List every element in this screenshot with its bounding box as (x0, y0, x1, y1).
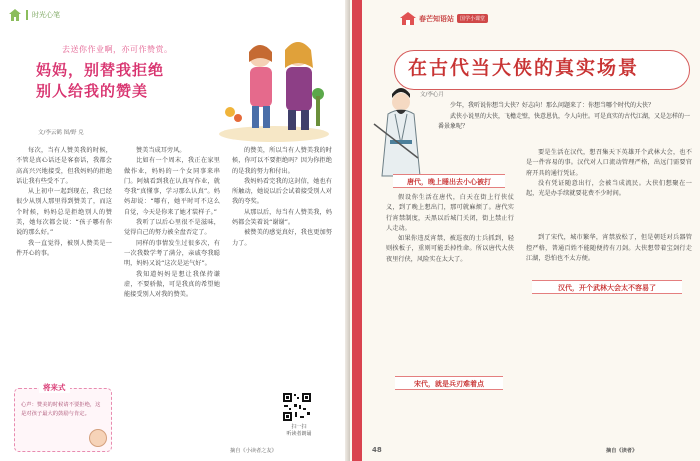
paragraph: 到了宋代，城市繁华，宵禁放松了，但是朝廷对兵器管控严格，普通百姓不能随便持有刀剑。大侠想带着宝剑行走江湖，恐怕也不太方便。 (526, 234, 692, 263)
section-label: 时光心笔 (26, 10, 60, 20)
qr-caption-line: 扫一扫 (291, 424, 307, 430)
house-icon (8, 8, 22, 22)
paragraph: 要是生活在汉代，想召集天下英雄开个武林大会，也不是一件容易的事。汉代对人口流动管理严格，出远门需要官府开具的通行凭证。 (526, 149, 692, 177)
right-column-1 (386, 167, 514, 457)
article-subtitle: 去送你作业啊，亦可作赞赏。 (62, 45, 173, 54)
paragraph: 我听了以后心里很不是滋味，觉得自己的努力被全盘否定了。 (124, 219, 220, 237)
paragraph: 赞美当成耳旁风。 (136, 147, 186, 154)
subheading: 宋代，就是兵刃难着点 (395, 376, 503, 390)
paragraph: 武侠小说里的大侠，飞檐走壁，快意恩仇，令人向往。可是真实的古代江湖，又是怎样的一番景象呢？ (438, 112, 691, 130)
left-column-3 (232, 146, 332, 384)
title-line-2: 别人给我的赞美 (36, 82, 149, 100)
byline: 文/李心月 (420, 92, 444, 98)
subheading: 唐代，晚上睡出去小心被打 (393, 174, 505, 188)
right-header (400, 12, 488, 25)
paragraph: 假设你生活在唐代，白天在街上行侠仗义，到了晚上想出门，那可就麻烦了。唐代实行宵禁制度，天黑以后城门关闭，街上禁止行人走动。 (386, 194, 514, 232)
article-title: 在古代当大侠的真实场景 (408, 57, 640, 79)
paragraph: 从上初中一起到现在，我已经很少从别人那里得到赞美了，而这个时候，妈妈总是拒绝别人的赞美，她每次都会说：“孩子哪有你说的那么好。” (16, 188, 112, 237)
source-note: 摘自《小读者之友》 (230, 448, 277, 454)
paragraph: 我知道妈妈是想让我保持谦虚，不要骄傲，可是我真的希望她能接受别人对我的赞美。 (124, 270, 220, 299)
left-header (8, 8, 60, 22)
article-title (36, 60, 211, 102)
byline: 文/李云鹤 图/野 兑 (38, 130, 84, 136)
red-edge-strip (352, 0, 362, 461)
left-column-2 (124, 146, 220, 456)
paragraph: 我一直觉得，被别人赞美是一件开心的事。 (16, 239, 112, 257)
qr-caption-line: 听读者朗诵 (286, 431, 312, 437)
note-box (14, 383, 112, 452)
column-tag: 国学小课堂 (457, 14, 488, 23)
paragraph: 如果你违反宵禁，被巡夜的士兵抓到，轻则挨板子，重则可能丢掉性命。所以唐代大侠夜里行侠，风险实在太大了。 (386, 235, 514, 263)
article-intro (438, 101, 694, 133)
paragraph: 被赞美的感觉真好，我也更加努力了。 (232, 229, 332, 247)
title-line-1: 妈妈，别替我拒绝 (36, 61, 165, 79)
mother-child-illustration (212, 34, 337, 144)
left-column-1 (16, 146, 112, 386)
paragraph: 少年，我听说你想当大侠？好志向！那么问题来了：你想当哪个时代的大侠？ (450, 102, 655, 109)
page-number: 48 (372, 446, 382, 454)
source-note: 摘自《读者》 (606, 448, 638, 454)
qr-code-icon[interactable] (282, 392, 312, 422)
note-body: 心声：赞美的时候请不要拒绝，这是对孩子最大的鼓励与肯定。 (21, 402, 101, 417)
subheading: 汉代，开个武林大会太不容易了 (532, 280, 682, 294)
qr-caption (272, 424, 326, 438)
paragraph: 每次，当有人赞美我的时候，不管是真心话还是客套话，我都会高高兴兴地接受，但我妈妈的拒绝话让我有些受不了。 (16, 147, 112, 185)
house-icon (400, 12, 416, 25)
avatar (89, 429, 107, 447)
paragraph: 比如有一个周末，我正在家里做作业，妈妈的一个女同事来串门。阿姨看到我在认真写作业，就夸我“真懂事，学习那么认真”。妈妈却说：“哪有，她平时可不这么自觉，今天是你来了她才装样子。” (124, 157, 220, 216)
paragraph: 从那以后，每当有人赞美我，妈妈都会笑着说“谢谢”。 (232, 208, 332, 227)
paragraph: 同样的事情发生过很多次，有一次我数学考了满分，亲戚夸我聪明，妈妈又说“这次是运气好”。 (124, 239, 220, 268)
note-title: 将来式 (39, 382, 70, 393)
paragraph: 没有凭证随意出行，会被当成流民。大侠们想聚在一起，光是办手续就要花费不少时间。 (526, 179, 692, 198)
section-label: 春芒知语站 (419, 14, 454, 23)
paragraph: 的赞美，所以当有人赞美我的时候，你可以不要拒绝吗？因为你拒绝的是我的努力和付出。 (232, 147, 332, 175)
paragraph: 我妈妈看完我的这封信，她也有所触动，她说以后会试着接受别人对我的夸奖。 (232, 177, 332, 206)
